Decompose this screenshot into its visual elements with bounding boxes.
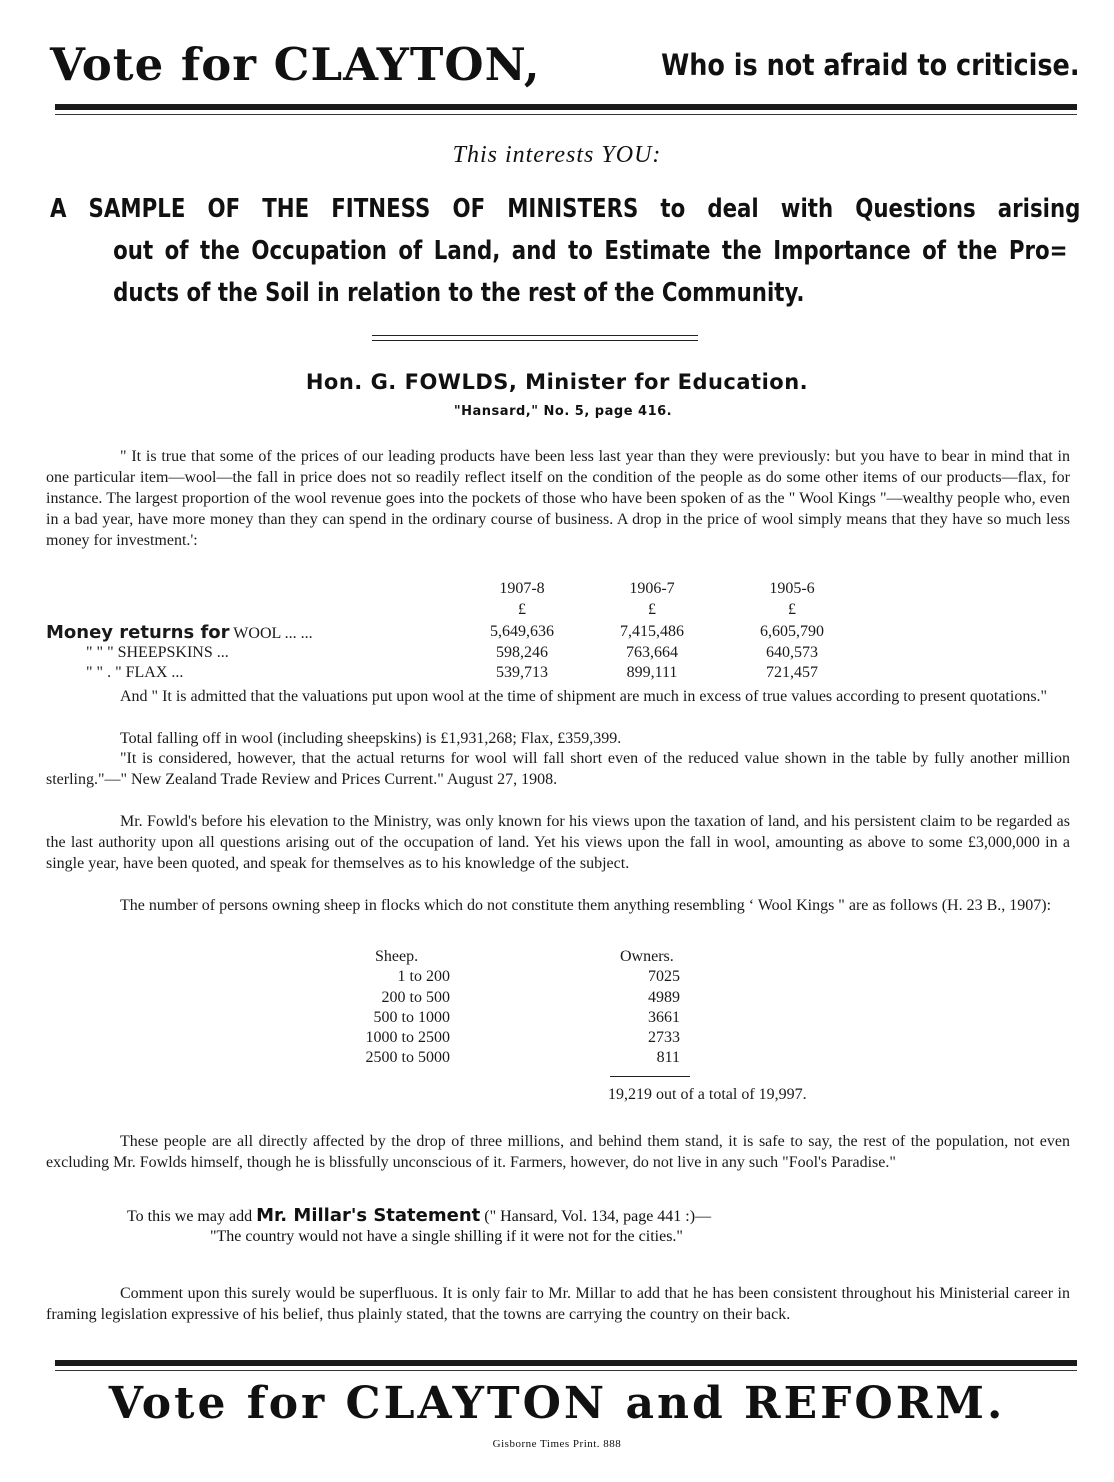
paragraph-quote: " It is true that some of the prices of our leading products have been less last year than they were previously: but you have to bear in mind that in one particular item—wool—the fall in price does not so readily reflect itself on the condition of the people as do some other items of our products—flax, for instance. The largest proportion of the wool revenue goes into the pockets of those who have been spoken of as the " Wool Kings "—wealthy people who, even in a bad year, have more money than they can spend in the ordinary course of business. A drop in the price of wool simply means that they have so much less money for investment.': <box>46 448 1070 549</box>
paragraph-valuations: And " It is admitted that the valuations put upon wool at the time of shipment are much in excess of true values according to present quotations." <box>120 688 1048 705</box>
sheep-owners-table <box>320 948 920 1108</box>
currency-1: £ <box>518 601 526 618</box>
header-tagline: Who is not afraid to criticise. <box>661 48 1080 82</box>
intro-line: This interests YOU: <box>452 142 662 168</box>
sheep-range: 2500 to 5000 <box>365 1049 450 1066</box>
top-rule <box>55 104 1077 110</box>
paragraph-fowlds: Mr. Fowld's before his elevation to the Ministry, was only known for his views upon the taxation of land, and his persistent claim to be regarded as the last authority upon all questions arising out of the occupation of land. Yet his views upon the fall in wool, amounting as above to some £3,000,000 in a single year, have been quoted, and speak for themselves as to his knowledge of the subject. <box>46 813 1070 872</box>
owners-count: 4989 <box>648 989 680 1006</box>
owners-count: 7025 <box>648 968 680 985</box>
owners-total: 19,219 out of a total of 19,997. <box>608 1086 807 1103</box>
header-vote-slogan: Vote for CLAYTON, <box>50 38 541 91</box>
sheepskins-1906: 763,664 <box>626 644 678 661</box>
printer-imprint: Gisborne Times Print. 888 <box>492 1438 622 1450</box>
money-returns-label: Money returns for <box>46 622 230 643</box>
footer-slogan: Vote for CLAYTON and REFORM. <box>108 1378 1006 1429</box>
wool-1907: 5,649,636 <box>490 623 554 640</box>
currency-2: £ <box>648 601 656 618</box>
headline-line-1: A SAMPLE OF THE FITNESS OF MINISTERS to deal with Questions arising <box>50 194 1081 224</box>
minister-name: Hon. G. FOWLDS, Minister for Education. <box>305 370 809 394</box>
sheep-range: 1000 to 2500 <box>365 1029 450 1046</box>
year-header-1: 1907-8 <box>499 580 545 597</box>
headline-line-2: out of the Occupation of Land, and to Estimate the Importance of the Pro= <box>113 236 1068 266</box>
row-wool-label: Money returns for WOOL ... ... <box>46 622 313 643</box>
bottom-rule <box>55 1360 1077 1366</box>
millar-statement-title: Mr. Millar's Statement <box>256 1205 481 1226</box>
sheep-range: 500 to 1000 <box>373 1009 450 1026</box>
hansard-reference: "Hansard," No. 5, page 416. <box>453 404 673 419</box>
sheepskins-1907: 598,246 <box>496 644 548 661</box>
headline-line-3: ducts of the Soil in relation to the rest of the Community. <box>113 278 805 308</box>
row-sheepskins-label: " " " SHEEPSKINS ... <box>86 644 229 661</box>
flax-1906: 899,111 <box>626 664 678 681</box>
sum-rule <box>610 1076 690 1077</box>
top-rule-thin <box>55 114 1077 115</box>
paragraph-total-falling: Total falling off in wool (including sheepskins) is £1,931,268; Flax, £359,399. <box>120 730 622 747</box>
wool-1905: 6,605,790 <box>760 623 824 640</box>
owners-count: 3661 <box>648 1009 680 1026</box>
sheep-range: 1 to 200 <box>397 968 450 985</box>
currency-3: £ <box>788 601 796 618</box>
sheep-header: Sheep. <box>375 948 419 965</box>
flax-1905: 721,457 <box>766 664 818 681</box>
paragraph-comment: Comment upon this surely would be superfluous. It is only fair to Mr. Millar to add that he has been consistent throughout his Ministerial career in framing legislation expressive of his belief, thus plainly stated, that the towns are carrying the country on their back. <box>46 1285 1070 1323</box>
year-header-2: 1906-7 <box>629 580 675 597</box>
paragraph-trade-review: "It is considered, however, that the actual returns for wool will fall short even of the reduced value shown in the table by fully another million sterling."—" New Zealand Trade Review and Prices Current." August 27, 1908. <box>46 750 1070 788</box>
headline <box>50 188 1080 314</box>
owners-count: 2733 <box>648 1029 680 1046</box>
millar-quote: "The country would not have a single shilling if it were not for the cities." <box>210 1228 683 1245</box>
wool-1906: 7,415,486 <box>620 623 684 640</box>
paragraph-sheep-owners: The number of persons owning sheep in flocks which do not constitute them anything resembling ‘ Wool Kings " are as follows (H. 23 B., 1907): <box>120 897 1052 914</box>
flax-1907: 539,713 <box>496 664 548 681</box>
header <box>50 38 1080 98</box>
row-flax-label: " " . " FLAX ... <box>86 664 184 681</box>
year-header-3: 1905-6 <box>769 580 815 597</box>
owners-header: Owners. <box>620 948 674 965</box>
divider-top <box>372 335 698 336</box>
divider-bottom <box>372 340 698 341</box>
paragraph-affected: These people are all directly affected by the drop of three millions, and behind them stand, it is safe to say, the rest of the population, not even excluding Mr. Fowlds himself, though he is blissfully unconscious of it. Farmers, however, do not live in any such "Fool's Paradise." <box>46 1133 1070 1171</box>
owners-count: 811 <box>656 1049 680 1066</box>
sheep-range: 200 to 500 <box>381 989 450 1006</box>
sheepskins-1905: 640,573 <box>766 644 818 661</box>
bottom-rule-thin <box>55 1370 1077 1371</box>
millar-statement-line: To this we may add Mr. Millar's Statement (" Hansard, Vol. 134, page 441 :)— <box>127 1205 712 1226</box>
